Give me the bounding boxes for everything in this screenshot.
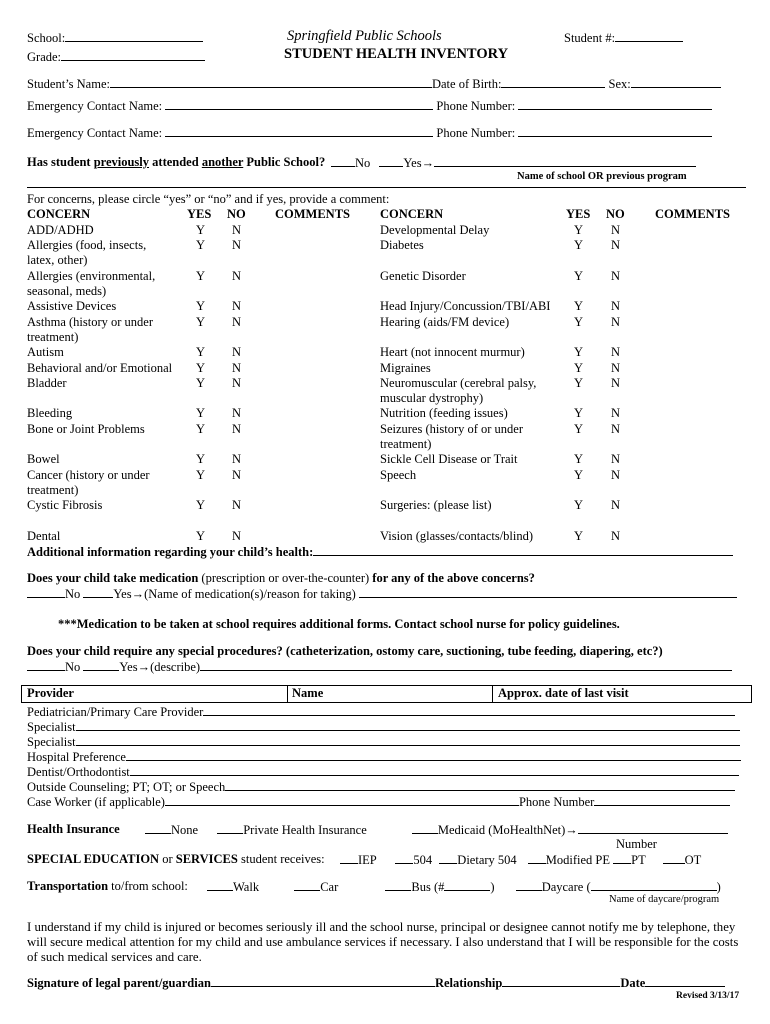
transportation-row[interactable]: Transportation to/from school: [27, 879, 188, 893]
concern-label-cont: treatment) [27, 330, 79, 344]
header-last-visit: Approx. date of last visit [498, 686, 629, 700]
concern-label: Neuromuscular (cerebral palsy, [380, 376, 537, 390]
previous-school-note: Name of school OR previous program [517, 171, 687, 182]
insurance-options[interactable]: None Private Health Insurance Medicaid (MoHealthNet)→ [145, 822, 728, 838]
concern-label-cont: treatment) [380, 437, 432, 451]
no-option[interactable]: N [232, 376, 242, 390]
school-field[interactable]: School: [27, 30, 203, 46]
no-option[interactable]: N [611, 269, 621, 283]
concern-label-cont: latex, other) [27, 253, 88, 267]
yes-option[interactable]: Y [574, 315, 584, 329]
concern-label: Cancer (history or under [27, 468, 150, 482]
no-option[interactable]: N [232, 299, 242, 313]
concern-label: Asthma (history or under [27, 315, 154, 329]
yes-option[interactable]: Y [196, 269, 206, 283]
procedures-question: Does your child require any special procedures? (catheterization, ostomy care, suctioning, tube feeding, diapering, etc?) [27, 644, 663, 658]
concern-label: Bowel [27, 452, 60, 466]
yes-option[interactable]: Y [196, 468, 206, 482]
header-concern-left: CONCERN [27, 207, 91, 221]
no-option[interactable]: N [232, 529, 242, 543]
yes-option[interactable]: Y [196, 238, 206, 252]
insurance-row[interactable]: Health Insurance [27, 822, 120, 836]
concern-label: Dental [27, 529, 61, 543]
yes-option[interactable]: Y [196, 406, 206, 420]
no-option[interactable]: N [611, 406, 621, 420]
no-option[interactable]: N [232, 468, 242, 482]
additional-info-field[interactable]: Additional information regarding your child’s health: [27, 544, 733, 560]
concern-label: Sickle Cell Disease or Trait [380, 452, 518, 466]
no-option[interactable]: N [232, 345, 242, 359]
yes-option[interactable]: Y [574, 498, 584, 512]
no-option[interactable]: N [611, 468, 621, 482]
district-name: Springfield Public Schools [287, 28, 442, 44]
header-no-right: NO [606, 207, 625, 221]
header-no-left: NO [227, 207, 246, 221]
no-option[interactable]: N [611, 238, 621, 252]
provider-row[interactable] [27, 734, 740, 750]
medication-answer[interactable]: No Yes→(Name of medication(s)/reason for taking) [27, 586, 737, 602]
arrow-right-icon: → [131, 587, 145, 601]
yes-option[interactable]: Y [574, 529, 584, 543]
provider-table-header [21, 685, 752, 703]
yes-option[interactable]: Y [574, 361, 584, 375]
no-option[interactable]: N [232, 452, 242, 466]
consent-line-1: I understand if my child is injured or becomes seriously ill and the school nurse, principal or designee cannot notify me by telephone, they [27, 920, 736, 934]
concern-label: Nutrition (feeding issues) [380, 406, 508, 420]
header-comments-right: COMMENTS [655, 207, 730, 221]
concern-label: Seizures (history of or under [380, 422, 524, 436]
daycare-note: Name of daycare/program [609, 894, 720, 905]
special-education-row[interactable]: SPECIAL EDUCATION or SERVICES student receives: [27, 852, 325, 866]
concern-label: Heart (not innocent murmur) [380, 345, 525, 359]
yes-option[interactable]: Y [196, 315, 206, 329]
concern-label-cont: muscular dystrophy) [380, 391, 484, 405]
header-concern-right: CONCERN [380, 207, 444, 221]
phone-number-label: Phone Number [518, 795, 595, 809]
no-option[interactable]: N [611, 315, 621, 329]
no-option[interactable]: N [232, 269, 242, 283]
yes-option[interactable]: Y [196, 452, 206, 466]
emergency-contact-2[interactable]: Emergency Contact Name: Phone Number: [27, 125, 712, 141]
revised-date: Revised 3/13/17 [676, 991, 740, 1001]
yes-option[interactable]: Y [574, 422, 584, 436]
arrow-right-icon: → [421, 156, 435, 170]
no-option[interactable]: N [232, 238, 242, 252]
concern-label: Diabetes [380, 238, 424, 252]
no-option[interactable]: N [232, 361, 242, 375]
concern-label: Allergies (environmental, [27, 269, 156, 283]
no-option[interactable]: N [611, 223, 621, 237]
header-comments-left: COMMENTS [275, 207, 350, 221]
provider-row[interactable] [27, 794, 730, 810]
medication-notice: ***Medication to be taken at school requires additional forms. Contact school nurse for policy guidelines. [58, 617, 620, 631]
no-option[interactable]: N [232, 422, 242, 436]
concern-label: Behavioral and/or Emotional [27, 361, 173, 375]
no-option[interactable]: N [232, 406, 242, 420]
yes-option[interactable]: Y [574, 345, 584, 359]
provider-row[interactable] [27, 719, 740, 735]
insurance-number-label: Number [616, 837, 657, 851]
no-option[interactable]: N [232, 315, 242, 329]
yes-option[interactable]: Y [574, 299, 584, 313]
previous-school-answer[interactable]: No Yes→ [331, 155, 696, 171]
grade-field[interactable]: Grade: [27, 49, 205, 65]
no-option[interactable]: N [611, 376, 621, 390]
no-option[interactable]: N [611, 529, 621, 543]
procedures-answer[interactable]: No Yes→(describe) [27, 659, 732, 675]
yes-option[interactable]: Y [196, 422, 206, 436]
concern-label: Head Injury/Concussion/TBI/ABI [380, 299, 551, 313]
no-option[interactable]: N [611, 498, 621, 512]
concern-label: Allergies (food, insects, [27, 238, 147, 252]
no-option[interactable]: N [232, 498, 242, 512]
yes-option[interactable]: Y [196, 498, 206, 512]
provider-label: Specialist [27, 735, 76, 749]
form-title: STUDENT HEALTH INVENTORY [284, 46, 509, 62]
no-option[interactable]: N [611, 452, 621, 466]
student-name-field[interactable]: Student’s Name: Date of Birth: Sex: [27, 76, 721, 92]
no-option[interactable]: N [611, 422, 621, 436]
yes-option[interactable]: Y [574, 406, 584, 420]
arrow-right-icon: → [565, 823, 578, 837]
provider-label: Hospital Preference [27, 750, 126, 764]
concern-label: Surgeries: (please list) [380, 498, 492, 512]
concern-label: Autism [27, 345, 64, 359]
concern-label: Developmental Delay [380, 223, 490, 237]
yes-option[interactable]: Y [574, 223, 584, 237]
header-yes-right: YES [566, 207, 591, 221]
yes-option[interactable]: Y [196, 529, 206, 543]
concern-label: Bladder [27, 376, 67, 390]
concern-label: Hearing (aids/FM device) [380, 315, 510, 329]
header-provider: Provider [27, 686, 74, 700]
concern-label: Speech [380, 468, 417, 482]
transportation-options[interactable]: Walk Car Bus (# ) Daycare ( ) [207, 879, 721, 895]
concern-label: Cystic Fibrosis [27, 498, 103, 512]
emergency-contact-1[interactable]: Emergency Contact Name: Phone Number: [27, 98, 712, 114]
consent-line-2: will secure medical attention for my child and use ambulance services if necessary. I also understand that I will be responsible for the costs [27, 935, 739, 949]
yes-option[interactable]: Y [574, 269, 584, 283]
concern-label: Bone or Joint Problems [27, 422, 145, 436]
previous-school-question: Has student previously attended another Public School? [27, 155, 326, 169]
yes-option[interactable]: Y [574, 238, 584, 252]
consent-line-3: of such medical services and care. [27, 950, 202, 964]
yes-option[interactable]: Y [574, 468, 584, 482]
no-option[interactable]: N [611, 345, 621, 359]
no-option[interactable]: N [232, 223, 242, 237]
divider [27, 187, 746, 188]
yes-option[interactable]: Y [196, 361, 206, 375]
no-option[interactable]: N [611, 361, 621, 375]
arrow-right-icon: → [137, 660, 151, 674]
concern-label: Vision (glasses/contacts/blind) [380, 529, 534, 543]
yes-option[interactable]: Y [574, 376, 584, 390]
concern-label: ADD/ADHD [27, 223, 94, 237]
signature-row[interactable]: Signature of legal parent/guardian Relationship Date [27, 975, 725, 991]
student-number-field[interactable]: Student #: [564, 30, 683, 46]
concern-label: Genetic Disorder [380, 269, 466, 283]
concern-label-cont: treatment) [27, 483, 79, 497]
provider-row[interactable] [27, 749, 741, 765]
provider-label: Outside Counseling; PT; OT; or Speech [27, 780, 226, 794]
medication-question: Does your child take medication (prescription or over-the-counter) for any of the above concerns? [27, 571, 535, 585]
provider-label: Case Worker (if applicable) [27, 795, 165, 809]
concern-label: Bleeding [27, 406, 73, 420]
provider-row[interactable] [27, 764, 739, 780]
yes-option[interactable]: Y [196, 376, 206, 390]
concern-label: Migraines [380, 361, 431, 375]
provider-label: Dentist/Orthodontist [27, 765, 130, 779]
provider-row[interactable] [27, 779, 735, 795]
yes-option[interactable]: Y [196, 299, 206, 313]
provider-label: Pediatrician/Primary Care Provider [27, 705, 204, 719]
provider-label: Specialist [27, 720, 76, 734]
concern-label-cont: seasonal, meds) [27, 284, 107, 298]
header-yes-left: YES [187, 207, 212, 221]
yes-option[interactable]: Y [196, 223, 206, 237]
provider-row[interactable] [27, 704, 735, 720]
yes-option[interactable]: Y [196, 345, 206, 359]
yes-option[interactable]: Y [574, 452, 584, 466]
no-option[interactable]: N [611, 299, 621, 313]
concerns-instructions: For concerns, please circle “yes” or “no” and if yes, provide a comment: [27, 192, 390, 206]
special-education-options[interactable]: IEP 504 Dietary 504 Modified PE PT OT [340, 852, 701, 868]
header-provider-name: Name [292, 686, 324, 700]
concern-label: Assistive Devices [27, 299, 117, 313]
